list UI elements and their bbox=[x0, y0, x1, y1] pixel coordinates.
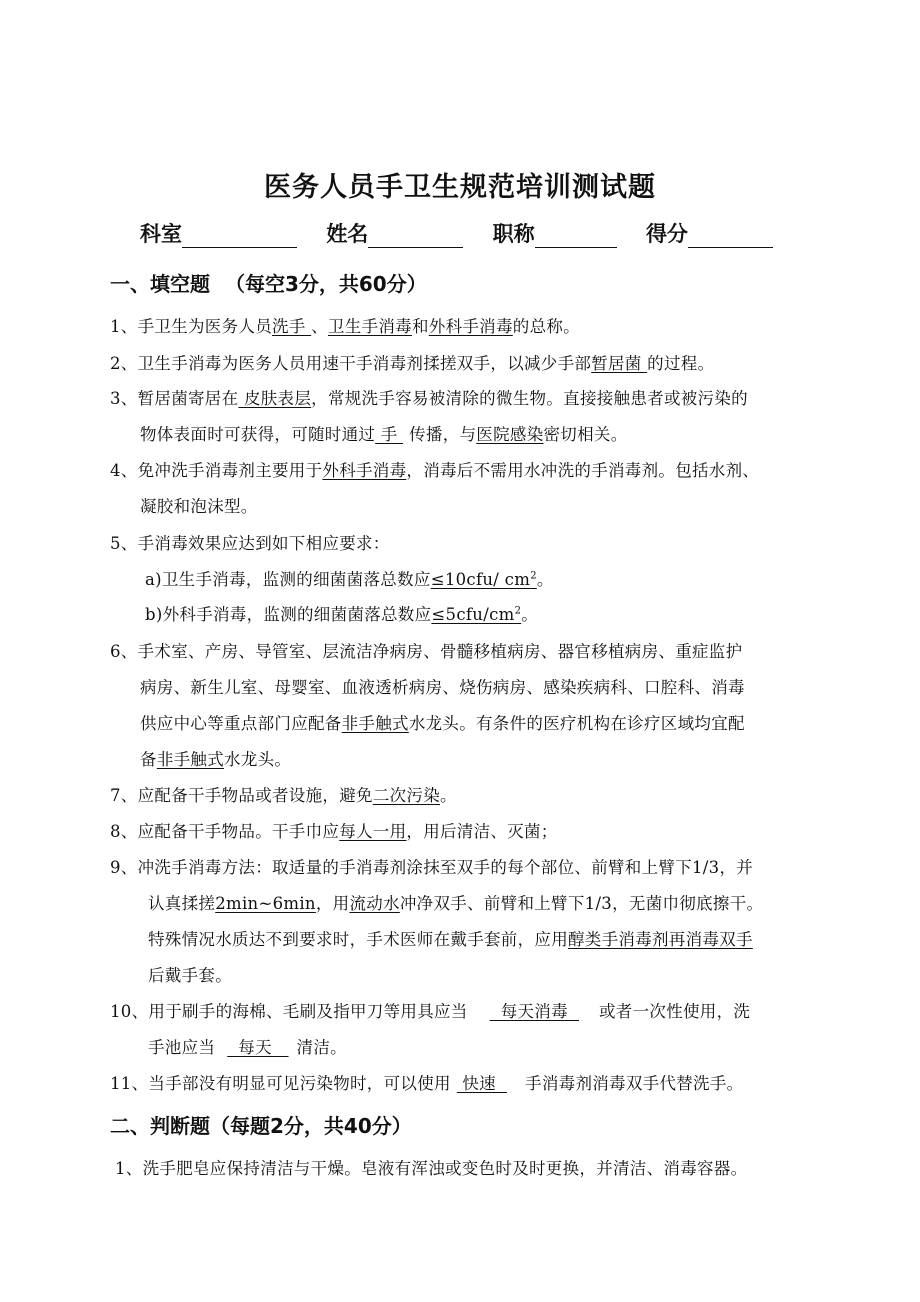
answer-blank: 卫生手消毒 bbox=[327, 317, 412, 336]
question-4-cont: 凝胶和泡沫型。 bbox=[140, 497, 258, 516]
answer-blank: 二次污染 bbox=[372, 786, 441, 805]
answer-blank: 每天消毒 bbox=[489, 1002, 579, 1021]
info-line bbox=[140, 218, 773, 248]
page-title: 医务人员手卫生规范培训测试题 bbox=[264, 172, 656, 203]
answer-blank: 暂居菌 bbox=[591, 354, 648, 373]
score-blank[interactable] bbox=[688, 225, 773, 248]
question-9-cont-2: 特殊情况水质达不到要求时，手术医师在戴手套前，应用醇类手消毒剂再消毒双手 bbox=[148, 930, 753, 949]
answer-blank: 外科手消毒 bbox=[428, 317, 513, 336]
answer-blank: 皮肤表层 bbox=[238, 389, 312, 408]
question-3-cont: 物体表面时可获得，可随时通过 手 传播，与医院感染密切相关。 bbox=[140, 425, 628, 444]
question-6-cont-3: 备非手触式水龙头。 bbox=[140, 750, 292, 769]
question-11: 11、当手部没有明显可见污染物时，可以使用 快速 手消毒剂消毒双手代替洗手。 bbox=[110, 1074, 744, 1093]
position-blank[interactable] bbox=[535, 225, 617, 248]
name-label: 姓名 bbox=[326, 222, 369, 246]
section-fill-blank bbox=[110, 268, 427, 297]
answer-blank: 2min~6min bbox=[215, 894, 316, 913]
question-6-cont-2: 供应中心等重点部门应配备非手触式水龙头。有条件的医疗机构在诊疗区域均宜配 bbox=[140, 714, 745, 733]
section2-heading: 二、判断题（每题2分，共40分） bbox=[110, 1114, 412, 1138]
question-5b: b)外科手消毒，监测的细菌菌落总数应$\le 5cfu/cm^2$。 bbox=[145, 605, 539, 624]
answer-blank: 非手触式 bbox=[156, 750, 225, 769]
question-6: 6、手术室、产房、导管室、层流洁净病房、骨髓移植病房、器官移植病房、重症监护 bbox=[110, 642, 743, 661]
answer-blank: 每天 bbox=[227, 1038, 289, 1057]
answer-blank: 快速 bbox=[456, 1074, 508, 1093]
answer-blank: 非手触式 bbox=[341, 714, 409, 733]
question-4: 4、免冲洗手消毒剂主要用于外科手消毒，消毒后不需用水冲洗的手消毒剂。包括水剂、 bbox=[110, 461, 760, 480]
answer-blank: 洗手 bbox=[272, 317, 312, 336]
answer-blank: 每人一用 bbox=[339, 822, 407, 841]
answer-blank: 手 bbox=[375, 425, 404, 444]
question-6-cont-1: 病房、新生儿室、母婴室、血液透析病房、烧伤病房、感染疾病科、口腔科、消毒 bbox=[140, 678, 745, 697]
answer-blank: 医院感染 bbox=[476, 425, 544, 444]
answer-blank: 流动水 bbox=[349, 894, 400, 913]
question-9-cont-1: 认真揉搓2min~6min，用流动水冲净双手、前臂和上臂下1/3，无菌巾彻底擦干。 bbox=[148, 894, 764, 913]
question-7: 7、应配备干手物品或者设施，避免二次污染。 bbox=[110, 786, 457, 805]
question-9-cont-3: 后戴手套。 bbox=[148, 966, 232, 985]
question-2: 2、卫生手消毒为医务人员用速干手消毒剂揉搓双手，以减少手部暂居菌 的过程。 bbox=[110, 354, 715, 373]
dept-blank[interactable] bbox=[182, 225, 297, 248]
question-5a: a)卫生手消毒，监测的细菌菌落总数应≤10cfu/ $cm^2$。 bbox=[145, 570, 554, 589]
answer-blank: ≤10cfu/ $cm^2$ bbox=[430, 570, 537, 589]
section-true-false bbox=[110, 1110, 412, 1139]
section1-note: （每空3分，共60分） bbox=[224, 272, 427, 296]
question-5: 5、手消毒效果应达到如下相应要求： bbox=[110, 534, 390, 553]
position-label: 职称 bbox=[492, 222, 535, 246]
question-1: 1、手卫生为医务人员洗手 、卫生手消毒和外科手消毒的总称。 bbox=[110, 317, 580, 336]
score-label: 得分 bbox=[645, 222, 688, 246]
question-9: 9、冲洗手消毒方法：取适量的手消毒剂涂抹至双手的每个部位、前臂和上臂下1/3，并 bbox=[110, 858, 754, 877]
section1-heading: 一、填空题 bbox=[110, 272, 210, 296]
answer-blank: 醇类手消毒剂再消毒双手 bbox=[568, 930, 753, 949]
judgement-1: 1、洗手肥皂应保持清洁与干燥。皂液有浑浊或变色时及时更换，并清洁、消毒容器。 bbox=[115, 1159, 748, 1178]
question-10-cont: 手池应当 每天 清洁。 bbox=[148, 1038, 347, 1057]
question-10: 10、用于刷手的海棉、毛刷及指甲刀等用具应当 每天消毒 或者一次性使用，洗 bbox=[110, 1002, 751, 1021]
question-8: 8、应配备干手物品。干手巾应每人一用，用后清洁、灭菌； bbox=[110, 822, 558, 841]
answer-blank: $\le 5cfu/cm^2$ bbox=[431, 605, 522, 624]
question-3: 3、暂居菌寄居在 皮肤表层，常规洗手容易被清除的微生物。直接接触患者或被污染的 bbox=[110, 389, 748, 408]
answer-blank: 外科手消毒 bbox=[322, 461, 407, 480]
name-blank[interactable] bbox=[368, 225, 463, 248]
dept-label: 科室 bbox=[140, 222, 182, 246]
